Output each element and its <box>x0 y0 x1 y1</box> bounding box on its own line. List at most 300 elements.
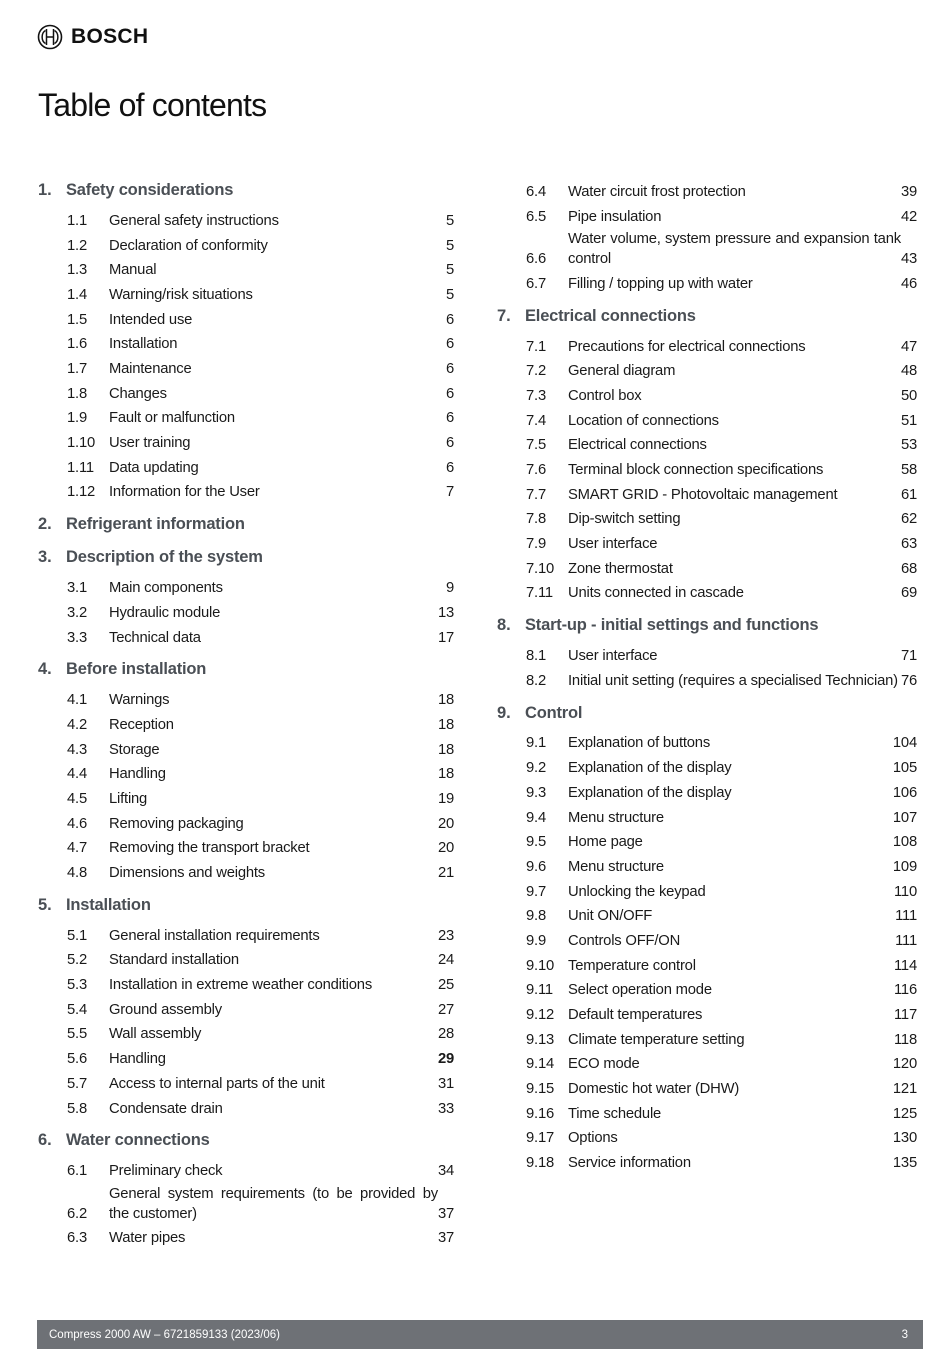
toc-entry-page: 50 <box>900 387 917 404</box>
toc-entry[interactable] <box>67 479 454 504</box>
toc-section <box>497 304 917 605</box>
section-title: Installation <box>66 895 151 914</box>
toc-entry-title: General system requirements (to be provided by the customer) <box>109 1186 438 1222</box>
toc-entry-title: Water circuit frost protection <box>568 183 746 200</box>
toc-entry-page: 28 <box>437 1026 454 1043</box>
toc-entry-number: 7.10 <box>526 560 554 577</box>
toc-entry[interactable] <box>67 599 454 624</box>
toc-entry-page: 37 <box>437 1230 454 1247</box>
toc-entry-title: Control box <box>568 387 642 404</box>
toc-entry-number: 8.2 <box>526 672 546 689</box>
toc-entry-page: 5 <box>445 237 454 254</box>
toc-entry-title: Unit ON/OFF <box>568 908 653 925</box>
toc-entry-page: 39 <box>900 183 917 200</box>
page-title: Table of contents <box>38 87 267 123</box>
section-title: Water connections <box>66 1131 210 1150</box>
toc-entry-page: 53 <box>900 437 917 454</box>
toc-section <box>38 178 454 503</box>
section-title: Start-up - initial settings and functions <box>525 616 819 635</box>
toc-entry-number: 7.8 <box>526 511 546 528</box>
toc-entry-page: 27 <box>437 1001 454 1018</box>
brand-name: BOSCH <box>71 25 149 48</box>
toc-entry-page: 111 <box>895 932 917 949</box>
toc-entry[interactable] <box>526 227 917 270</box>
toc-entry-title: Wall assembly <box>109 1026 202 1043</box>
toc-entry[interactable] <box>526 407 917 432</box>
toc-entry-number: 4.7 <box>67 840 87 857</box>
toc-entry[interactable] <box>67 281 454 306</box>
toc-entry-page: 5 <box>445 286 454 303</box>
toc-entry-title: Maintenance <box>109 361 192 378</box>
toc-entry-number: 8.1 <box>526 648 546 665</box>
toc-entry-title: SMART GRID - Photovoltaic management <box>568 486 838 503</box>
toc-entry[interactable] <box>67 454 454 479</box>
toc-entry-page: 23 <box>437 927 454 944</box>
toc-entry-title: Water pipes <box>109 1230 186 1247</box>
toc-entry-title: Standard installation <box>109 952 239 969</box>
toc-entry[interactable] <box>67 834 454 859</box>
toc-entry[interactable] <box>67 996 454 1021</box>
toc-entry-title: Select operation mode <box>568 982 712 999</box>
toc-entry[interactable] <box>526 530 917 555</box>
toc-entry-page: 6 <box>445 385 454 402</box>
toc-entry[interactable] <box>526 456 917 481</box>
toc-entry[interactable] <box>67 922 454 947</box>
toc-entry[interactable] <box>67 306 454 331</box>
toc-entry-title: Declaration of conformity <box>109 237 268 254</box>
section-title: Refrigerant information <box>66 515 245 534</box>
toc-entry-title: Precautions for electrical connections <box>568 338 806 355</box>
section-heading[interactable] <box>38 545 454 569</box>
toc-entry[interactable] <box>526 853 917 878</box>
toc-entry[interactable] <box>526 779 917 804</box>
toc-entry[interactable] <box>526 952 917 977</box>
toc-entry[interactable] <box>67 574 454 599</box>
toc-entry-number: 7.11 <box>526 585 553 602</box>
toc-entry-page: 69 <box>900 585 917 602</box>
toc-entry[interactable] <box>526 927 917 952</box>
toc-entry-page: 31 <box>437 1075 454 1092</box>
toc-entry-title: Removing the transport bracket <box>109 840 310 857</box>
toc-entry-page: 76 <box>900 672 917 689</box>
section-number: 9. <box>497 703 511 722</box>
toc-entry-page: 110 <box>894 883 917 900</box>
toc-entry[interactable] <box>67 232 454 257</box>
toc-entry-number: 3.3 <box>67 629 87 646</box>
toc-entry-number: 6.2 <box>67 1205 87 1222</box>
toc-entry-number: 9.9 <box>526 932 546 949</box>
toc-entry-number: 9.17 <box>526 1130 554 1147</box>
toc-entry-title: General diagram <box>568 363 676 380</box>
toc-entry-title: Warning/risk situations <box>109 286 253 303</box>
toc-entry-number: 1.3 <box>67 262 87 279</box>
toc-entry-page: 18 <box>437 716 454 733</box>
toc-entry-title: Access to internal parts of the unit <box>109 1075 325 1092</box>
toc-entry-page: 6 <box>445 435 454 452</box>
toc-entry-number: 9.8 <box>526 908 546 925</box>
toc-entry[interactable] <box>526 667 917 692</box>
toc-entry-number: 6.7 <box>526 275 546 292</box>
toc-entry[interactable] <box>67 429 454 454</box>
toc-entry[interactable] <box>67 1182 454 1225</box>
toc-entry-title: Menu structure <box>568 858 664 875</box>
toc-entry-page: 19 <box>437 790 454 807</box>
section-heading[interactable] <box>38 512 454 536</box>
toc-entry-title: Options <box>568 1130 618 1147</box>
toc-entry-title: User training <box>109 435 191 452</box>
toc-entry-page: 109 <box>892 858 917 875</box>
toc-entry-number: 1.4 <box>67 286 87 303</box>
toc-entry-page: 116 <box>894 982 917 999</box>
toc-entry-page: 62 <box>900 511 917 528</box>
toc-entry-page: 58 <box>900 461 917 478</box>
toc-entry-number: 9.11 <box>526 982 553 999</box>
toc-entry-number: 7.1 <box>526 338 546 355</box>
toc-entry-list <box>67 207 454 503</box>
toc-entry-number: 1.5 <box>67 311 87 328</box>
toc-entry[interactable] <box>526 178 917 203</box>
toc-entry-page: 120 <box>892 1056 917 1073</box>
toc-entry-list <box>67 922 454 1120</box>
toc-entry-number: 9.5 <box>526 834 546 851</box>
toc-entry[interactable] <box>67 711 454 736</box>
toc-entry-number: 6.4 <box>526 183 546 200</box>
toc-entry-number: 7.9 <box>526 536 546 553</box>
toc-entry-page: 7 <box>445 484 454 501</box>
section-heading[interactable] <box>38 893 454 917</box>
toc-entry[interactable] <box>526 580 917 605</box>
toc-entry[interactable] <box>526 642 917 667</box>
toc-entry-title: ECO mode <box>568 1056 640 1073</box>
toc-entry-title: Storage <box>109 741 160 758</box>
toc-entry-number: 3.1 <box>67 580 87 597</box>
toc-entry-title: Installation <box>109 336 178 353</box>
section-title: Control <box>525 703 583 722</box>
toc-section <box>38 545 454 648</box>
toc-entry-page: 13 <box>437 604 454 621</box>
toc-entry-number: 3.2 <box>67 604 87 621</box>
toc-entry[interactable] <box>67 736 454 761</box>
section-heading[interactable] <box>38 1128 454 1152</box>
toc-entry-title: Handling <box>109 1051 166 1068</box>
toc-entry-page: 6 <box>445 410 454 427</box>
toc-entry-number: 7.3 <box>526 387 546 404</box>
toc-entry-page: 24 <box>437 952 454 969</box>
toc-entry-title: Home page <box>568 834 643 851</box>
toc-entry-page: 61 <box>900 486 917 503</box>
toc-entry[interactable] <box>67 1045 454 1070</box>
toc-entry[interactable] <box>67 760 454 785</box>
toc-entry-title: Controls OFF/ON <box>568 932 681 949</box>
toc-entry-page: 117 <box>894 1007 917 1024</box>
toc-entry-list <box>526 730 917 1174</box>
toc-entry-title: Explanation of the display <box>568 760 732 777</box>
toc-entry-number: 4.6 <box>67 815 87 832</box>
toc-entry[interactable] <box>526 357 917 382</box>
toc-entry-page: 5 <box>445 262 454 279</box>
toc-entry-title: Terminal block connection specifications <box>568 461 824 478</box>
toc-entry-page: 9 <box>445 580 454 597</box>
toc-entry[interactable] <box>67 1021 454 1046</box>
toc-entry-page: 63 <box>900 536 917 553</box>
toc-entry-number: 4.2 <box>67 716 87 733</box>
toc-entry-title: Reception <box>109 716 174 733</box>
toc-entry-page: 20 <box>437 815 454 832</box>
toc-entry-page: 51 <box>900 412 917 429</box>
toc-entry-number: 7.7 <box>526 486 546 503</box>
section-heading[interactable] <box>38 657 454 681</box>
toc-entry-number: 5.1 <box>67 927 87 944</box>
toc-entry[interactable] <box>67 1095 454 1120</box>
toc-entry-number: 6.5 <box>526 208 546 225</box>
toc-entry[interactable] <box>526 1001 917 1026</box>
toc-entry-page: 6 <box>445 459 454 476</box>
toc-section <box>38 512 454 536</box>
toc-entry[interactable] <box>67 330 454 355</box>
toc-entry[interactable] <box>67 810 454 835</box>
toc-entry-title: Removing packaging <box>109 815 244 832</box>
toc-entry[interactable] <box>526 333 917 358</box>
toc-entry[interactable] <box>526 555 917 580</box>
toc-entry-page: 34 <box>437 1163 454 1180</box>
toc-section <box>38 1128 454 1249</box>
toc-entry-page: 48 <box>900 363 917 380</box>
toc-entry[interactable] <box>67 380 454 405</box>
toc-entry[interactable] <box>526 1100 917 1125</box>
toc-entry-title: General safety instructions <box>109 212 279 229</box>
toc-entry-number: 4.1 <box>67 692 87 709</box>
toc-entry-title: Intended use <box>109 311 193 328</box>
toc-entry-title: Changes <box>109 385 167 402</box>
toc-entry-title: Main components <box>109 580 223 597</box>
toc-entry-title: Time schedule <box>568 1105 662 1122</box>
toc-entry-title: Service information <box>568 1155 691 1172</box>
toc-entry-page: 118 <box>894 1031 917 1048</box>
section-number: 7. <box>497 306 511 325</box>
toc-entry-title: Data updating <box>109 459 199 476</box>
toc-entry-number: 4.5 <box>67 790 87 807</box>
toc-entry-number: 7.5 <box>526 437 546 454</box>
section-number: 6. <box>38 1131 52 1150</box>
toc-entry[interactable] <box>526 1125 917 1150</box>
toc-entry-number: 5.4 <box>67 1001 87 1018</box>
toc-entry-page: 125 <box>892 1105 917 1122</box>
toc-entry-page: 6 <box>445 311 454 328</box>
toc-entry[interactable] <box>67 1225 454 1250</box>
toc-entry-number: 9.3 <box>526 784 546 801</box>
toc-entry-number: 9.16 <box>526 1105 554 1122</box>
toc-entry-number: 9.15 <box>526 1081 554 1098</box>
toc-entry-page: 111 <box>895 908 917 925</box>
toc-entry[interactable] <box>526 828 917 853</box>
section-title: Safety considerations <box>66 181 234 199</box>
toc-entry-title: Explanation of the display <box>568 784 732 801</box>
toc-entry-page: 21 <box>437 865 454 882</box>
toc-section <box>497 701 917 1174</box>
toc-entry-number: 1.6 <box>67 336 87 353</box>
toc-entry-number: 7.2 <box>526 363 546 380</box>
toc-entry-page: 104 <box>892 735 917 752</box>
section-number: 2. <box>38 515 52 534</box>
toc-entry-page: 107 <box>892 809 917 826</box>
toc-entry-title: Condensate drain <box>109 1100 223 1117</box>
toc-entry-number: 1.9 <box>67 410 87 427</box>
toc-entry-number: 4.8 <box>67 865 87 882</box>
toc-entry-title: Climate temperature setting <box>568 1031 745 1048</box>
toc-entry-title: User interface <box>568 648 658 665</box>
toc-entry[interactable] <box>526 878 917 903</box>
toc-entry-number: 9.1 <box>526 735 546 752</box>
toc-entry[interactable] <box>67 1157 454 1182</box>
toc-entry[interactable] <box>67 355 454 380</box>
toc-entry-page: 37 <box>437 1205 454 1222</box>
toc-entry[interactable] <box>67 624 454 649</box>
toc-entry-title: Dip-switch setting <box>568 511 681 528</box>
toc-entry-page: 130 <box>892 1130 917 1147</box>
toc-entry[interactable] <box>67 256 454 281</box>
toc-entry-number: 1.11 <box>67 459 94 476</box>
toc-entry-page: 47 <box>900 338 917 355</box>
toc-entry-title: Menu structure <box>568 809 664 826</box>
toc-entry-title: Fault or malfunction <box>109 410 235 427</box>
toc-entry-number: 1.1 <box>67 212 87 229</box>
section-number: 8. <box>497 616 511 635</box>
toc-entry[interactable] <box>526 270 917 295</box>
toc-entry-title: Filling / topping up with water <box>568 275 753 292</box>
toc-entry-title: Information for the User <box>109 484 260 501</box>
toc-entry-page: 33 <box>437 1100 454 1117</box>
toc-entry[interactable] <box>526 382 917 407</box>
toc-entry[interactable] <box>526 1149 917 1174</box>
toc-entry-title: Zone thermostat <box>568 560 673 577</box>
toc-entry-number: 1.8 <box>67 385 87 402</box>
toc-entry-number: 5.5 <box>67 1026 87 1043</box>
toc-entry-page: 105 <box>892 760 917 777</box>
toc-entry-list <box>526 642 917 691</box>
toc-entry-number: 4.3 <box>67 741 87 758</box>
section-heading[interactable] <box>497 701 917 725</box>
toc-entry-title: Handling <box>109 766 166 783</box>
toc-entry-title: Default temperatures <box>568 1007 703 1024</box>
toc-entry-number: 5.6 <box>67 1051 87 1068</box>
toc-entry[interactable] <box>526 976 917 1001</box>
toc-entry-number: 1.12 <box>67 484 95 501</box>
toc-entry-number: 9.2 <box>526 760 546 777</box>
toc-entry-number: 1.7 <box>67 361 87 378</box>
toc-section <box>38 893 454 1120</box>
toc-entry-title: Technical data <box>109 629 201 646</box>
toc-entry-title: Warnings <box>109 692 170 709</box>
toc-entry-title: Units connected in cascade <box>568 585 744 602</box>
section-heading[interactable] <box>38 178 454 202</box>
section-title: Description of the system <box>66 548 263 567</box>
toc-entry-number: 4.4 <box>67 766 87 783</box>
toc-entry-number: 5.3 <box>67 977 87 994</box>
toc-entry-title: Pipe insulation <box>568 208 662 225</box>
section-number: 1. <box>38 181 52 199</box>
toc-entry-page: 43 <box>900 251 917 268</box>
toc-entry[interactable] <box>67 686 454 711</box>
toc-entry[interactable] <box>526 505 917 530</box>
toc-entry-title: Temperature control <box>568 957 696 974</box>
toc-entry-page: 135 <box>892 1155 917 1172</box>
toc-entry-page: 42 <box>900 208 917 225</box>
toc-entry[interactable] <box>526 730 917 755</box>
toc-entry[interactable] <box>526 902 917 927</box>
toc-entry[interactable] <box>526 203 917 228</box>
toc-entry-title: Dimensions and weights <box>109 865 265 882</box>
toc-entry-page: 18 <box>437 741 454 758</box>
toc-entry-number: 5.7 <box>67 1075 87 1092</box>
toc-entry-title: Electrical connections <box>568 437 707 454</box>
toc-entry-title: Lifting <box>109 790 148 807</box>
section-number: 4. <box>38 660 52 679</box>
toc-entry-page: 106 <box>892 784 917 801</box>
toc-entry[interactable] <box>526 804 917 829</box>
toc-entry-page: 71 <box>900 648 917 665</box>
toc-left-column <box>38 178 454 1258</box>
toc-entry-title: Unlocking the keypad <box>568 883 706 900</box>
toc-entry-number: 5.2 <box>67 952 87 969</box>
toc-entry-number: 6.6 <box>526 251 546 268</box>
toc-entry-title: Explanation of buttons <box>568 735 711 752</box>
toc-entry[interactable] <box>67 207 454 232</box>
section-number: 3. <box>38 548 52 567</box>
toc-entry[interactable] <box>526 1075 917 1100</box>
toc-entry-list <box>526 333 917 605</box>
toc-entry-number: 9.6 <box>526 858 546 875</box>
toc-entry-list <box>67 574 454 648</box>
toc-section <box>497 613 917 691</box>
toc-entry[interactable] <box>526 431 917 456</box>
toc-entry-page: 121 <box>892 1081 917 1098</box>
toc-right-column <box>497 178 917 1183</box>
toc-entry-list <box>67 1157 454 1249</box>
toc-entry[interactable] <box>67 785 454 810</box>
bosch-armature-icon <box>37 24 63 50</box>
toc-entry[interactable] <box>67 971 454 996</box>
toc-entry-page: 46 <box>900 275 917 292</box>
brand <box>37 24 148 50</box>
toc-entry[interactable] <box>67 947 454 972</box>
section-title: Electrical connections <box>525 306 696 325</box>
toc-entry[interactable] <box>526 1026 917 1051</box>
toc-section <box>497 178 917 295</box>
toc-entry[interactable] <box>67 859 454 884</box>
toc-entry-number: 5.8 <box>67 1100 87 1117</box>
toc-entry-number: 7.4 <box>526 412 546 429</box>
toc-entry-title: Domestic hot water (DHW) <box>568 1081 740 1098</box>
section-heading[interactable] <box>497 304 917 328</box>
toc-entry-number: 1.10 <box>67 435 95 452</box>
toc-entry-title: Initial unit setting (requires a specialised Technician) <box>568 672 898 689</box>
toc-entry-page: 17 <box>437 629 454 646</box>
toc-entry[interactable] <box>67 405 454 430</box>
toc-entry-number: 6.3 <box>67 1230 87 1247</box>
section-heading[interactable] <box>497 613 917 637</box>
toc-entry-title: Hydraulic module <box>109 604 221 621</box>
toc-entry-title: Preliminary check <box>109 1163 223 1180</box>
toc-entry-page: 18 <box>437 766 454 783</box>
toc-entry-page: 6 <box>445 361 454 378</box>
toc-entry-title: User interface <box>568 536 658 553</box>
toc-entry[interactable] <box>67 1070 454 1095</box>
toc-entry-page: 108 <box>892 834 917 851</box>
toc-entry[interactable] <box>526 754 917 779</box>
toc-entry[interactable] <box>526 1051 917 1076</box>
toc-entry[interactable] <box>526 481 917 506</box>
toc-entry-title: Installation in extreme weather conditions <box>109 977 373 994</box>
